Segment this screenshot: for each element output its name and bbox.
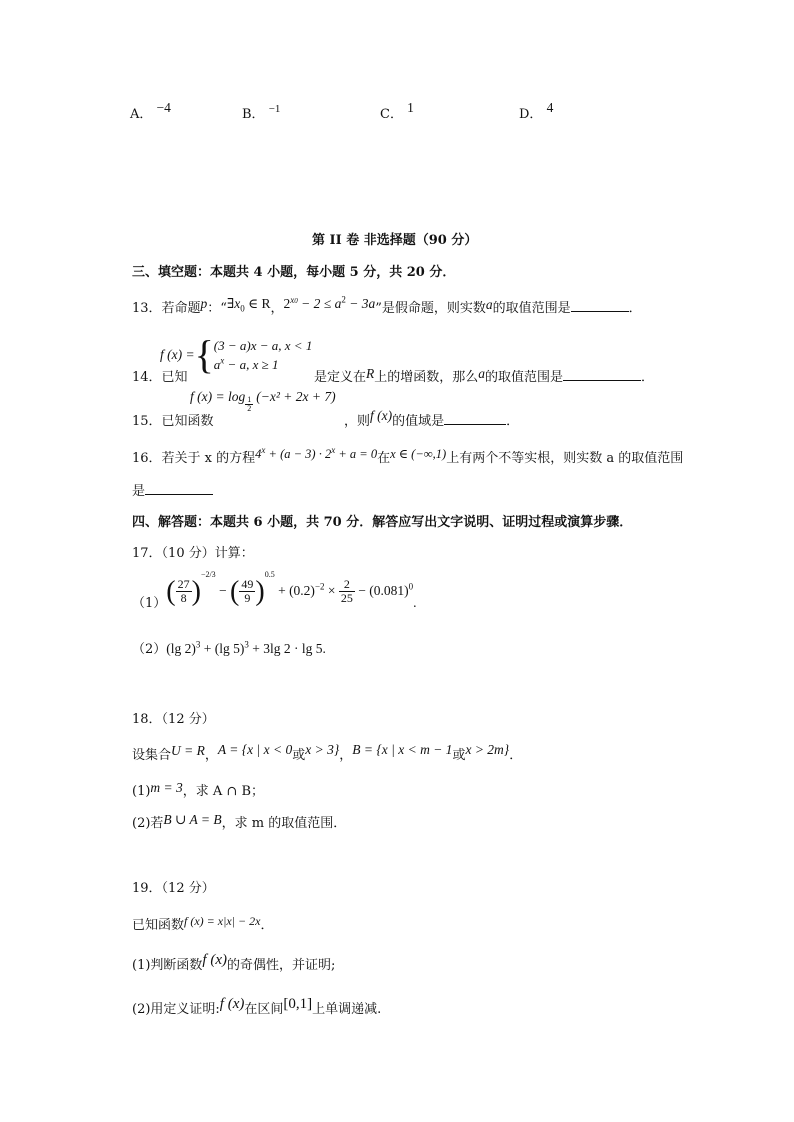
q17-frac1 <box>176 578 192 605</box>
option-a-value: −4 <box>156 100 171 115</box>
q18-head: 18．（12 分） <box>132 712 215 727</box>
q15-fx2: f (x) <box>370 408 393 423</box>
q15-base-n: 1 <box>247 395 252 404</box>
q18-A: A = {x | x < 0 <box>217 742 293 757</box>
q18-p1-label: (1) <box>132 784 151 799</box>
q17-f1n: 27 <box>177 577 190 592</box>
q15-function <box>190 389 336 413</box>
q14-R: R <box>366 366 375 381</box>
option-d-label: D． <box>519 107 543 122</box>
q13-answer-blank[interactable] <box>571 299 629 312</box>
q19-def <box>132 914 273 933</box>
q15-base <box>245 396 253 413</box>
q13-end: 的取值范围是 <box>492 301 571 316</box>
q19-p2-label: (2)用定义证明: <box>132 1002 220 1017</box>
q16-text2: 在 <box>377 451 391 466</box>
q19-p2-interval: [0,1] <box>283 996 313 1012</box>
section3-title: 三、填空题：本题共 4 小题，每小题 5 分，共 20 分． <box>132 265 456 280</box>
q15-base-d: 2 <box>247 404 252 413</box>
q14-answer-blank[interactable] <box>563 368 641 381</box>
q17-f2d: 9 <box>244 591 251 606</box>
q13-exists-x: ∃x <box>226 296 241 311</box>
option-c <box>380 100 414 122</box>
q19-fx: f (x) = x|x| − 2x <box>184 914 261 928</box>
q18-B: B = {x | x < m − 1 <box>352 742 453 757</box>
q14-brace: { <box>194 332 214 377</box>
q14-case2-b: − a, x ≥ 1 <box>224 357 279 372</box>
q13-inequality <box>284 296 376 311</box>
q15-text2: 的值域是 <box>392 414 445 429</box>
q14-text2: 上的增函数，那么 <box>374 370 479 385</box>
q18-sets <box>132 744 522 763</box>
q17-f3n: 2 <box>339 578 355 592</box>
q16-line2-text: 是 <box>132 484 146 499</box>
option-a-label: A． <box>130 107 153 122</box>
q13-pow-exp <box>290 295 298 305</box>
q18-comma1: ， <box>204 748 218 763</box>
q17-end2: . <box>322 641 326 656</box>
q18-B2: x > 2m} <box>465 742 510 757</box>
section4-title: 四、解答题：本题共 6 小题，共 70 分．解答应写出文字说明、证明过程或演算步骤． <box>132 515 633 530</box>
q14-text1: 是定义在 <box>314 370 367 385</box>
q14-case1: (3 − a)x − a, x < 1 <box>213 338 313 353</box>
q18-p1-text: ，求 A ∩ B； <box>182 784 265 799</box>
q19-p1-f: f (x) <box>202 952 227 968</box>
part2-title: 第 II 卷 非选择题（90 分） <box>312 233 478 248</box>
q13-rest2: − 3a <box>345 296 376 311</box>
q15-arg: (−x² + 2x + 7) <box>256 389 336 404</box>
q15-fx: f (x) = log <box>190 389 246 404</box>
q19-p2-text2: 上单调递减. <box>312 1002 382 1017</box>
q17-f2n: 49 <box>241 577 254 592</box>
q19-part2 <box>132 998 381 1018</box>
q16-equation <box>255 444 378 461</box>
q17-paren: ( <box>230 575 240 607</box>
q18-part1 <box>132 780 264 799</box>
q17-part2 <box>132 638 326 657</box>
q19-head: 19．（12 分） <box>132 881 215 896</box>
q17-frac3 <box>339 578 355 605</box>
q19-end: ． <box>260 918 274 933</box>
option-b <box>242 103 280 122</box>
q17-paren: ( <box>166 575 176 607</box>
q13-comma: ， <box>270 301 284 316</box>
q18-p2-label: (2)若 <box>132 816 164 831</box>
q14-case2-sup: x <box>220 355 225 366</box>
q13-in-r: ∈ R <box>244 296 271 311</box>
q18-part2 <box>132 812 346 831</box>
q14-fx: f (x) = <box>160 347 195 362</box>
option-a <box>130 100 171 122</box>
q17-minus: − <box>215 583 231 598</box>
q18-comma2: ， <box>339 748 353 763</box>
q16-line2 <box>132 480 213 499</box>
q14-case2 <box>214 355 313 374</box>
q14-case-rows <box>214 336 313 374</box>
q16-eq3: + a = 0 <box>335 447 378 461</box>
q13-pow-sub: 0 <box>294 296 298 305</box>
option-c-label: C． <box>380 107 403 122</box>
q17-e3: −2 <box>314 581 325 592</box>
question-14 <box>132 366 188 385</box>
q19-def-text: 已知函数 <box>132 918 185 933</box>
q14-text <box>314 366 654 385</box>
q13-number: 13．若命题 <box>132 301 201 316</box>
q17-expr2b: + (lg 5) <box>200 641 245 656</box>
q17-p1-label: （1） <box>132 596 167 611</box>
q17-paren: ) <box>255 575 265 607</box>
q14-number: 14．已知 <box>132 370 188 385</box>
q16-text3: 上有两个不等实根，则实数 a 的取值范围 <box>446 451 684 466</box>
q15-text <box>344 410 519 429</box>
q16-eq1: 4 <box>255 447 262 461</box>
q17-mid: + (0.2) <box>274 583 315 598</box>
option-b-label: B． <box>242 107 265 122</box>
q17-f1d: 8 <box>180 591 187 606</box>
q19-p1-text: 的奇偶性，并证明; <box>227 958 336 973</box>
q17-expr2c: + 3lg 2 · lg 5 <box>248 641 323 656</box>
q13-pow-base: 2 <box>283 296 291 311</box>
q17-end1: . <box>413 595 417 610</box>
q19-p1-label: (1)判断函数 <box>132 958 203 973</box>
q13-period: ． <box>628 301 642 316</box>
question-13 <box>132 294 642 316</box>
q19-p2-text: 在区间 <box>244 1002 284 1017</box>
q17-e6: 3 <box>244 639 249 650</box>
q13-p: p <box>200 296 208 311</box>
q13-exists <box>226 296 271 314</box>
q17-minus2: − (0.081) <box>354 583 409 598</box>
q15-number: 15．已知函数 <box>132 414 214 429</box>
q18-p1-m: m = 3 <box>150 780 183 795</box>
q17-head: 17．（10 分）计算： <box>132 546 254 561</box>
q13-colon: ：“ <box>207 301 227 316</box>
option-c-value: 1 <box>407 100 414 115</box>
q16-answer-blank[interactable] <box>145 482 213 495</box>
q14-cases <box>194 332 313 377</box>
q16-eq2: + (a − 3) · 2 <box>265 447 332 461</box>
q14-text3: 的取值范围是 <box>485 370 564 385</box>
q14-period: ． <box>641 370 655 385</box>
option-d-value: 4 <box>546 100 554 115</box>
q19-p2-f: f (x) <box>219 996 245 1012</box>
q13-rest: − 2 ≤ a <box>297 296 342 311</box>
q17-times: × <box>324 583 339 598</box>
q17-e2: 0.5 <box>264 570 275 579</box>
q18-p2-m: B ∪ A = B <box>163 812 222 827</box>
q18-or2: 或 <box>452 748 466 763</box>
q13-pow-x: x <box>290 294 295 305</box>
q13-sq: 2 <box>341 294 346 305</box>
q15-text1: ，则 <box>344 414 371 429</box>
option-d <box>519 100 554 122</box>
q15-answer-blank[interactable] <box>444 412 506 425</box>
q17-expr2a: (lg 2) <box>166 641 196 656</box>
q18-p2-text: ，求 m 的取值范围． <box>221 816 347 831</box>
q13-sub0: 0 <box>240 303 245 314</box>
q17-e1: −2/3 <box>200 570 216 579</box>
q19-part1 <box>132 954 335 974</box>
option-b-value: −1 <box>268 103 281 115</box>
q18-A2: x > 3} <box>305 742 340 757</box>
q16-domain: x ∈ (−∞,1) <box>390 447 447 461</box>
q18-or1: 或 <box>292 748 306 763</box>
q14-a: a <box>478 366 486 381</box>
q14-case2-a: a <box>213 357 221 372</box>
q17-e4: 0 <box>408 581 414 592</box>
q17-f3d: 25 <box>340 591 353 606</box>
q17-part1 <box>132 570 417 611</box>
q17-p2-label: （2） <box>132 642 167 657</box>
q18-set-text: 设集合 <box>132 748 172 763</box>
q18-U: U = R <box>171 743 205 758</box>
q16-eq2-sup: x <box>331 444 336 455</box>
q16-eq1-sup: x <box>261 444 266 455</box>
q17-paren: ) <box>191 575 201 607</box>
q17-frac2 <box>239 578 255 605</box>
q16-text1: 16．若关于 x 的方程 <box>132 451 256 466</box>
question-16 <box>132 444 684 466</box>
q18-end: ． <box>509 748 523 763</box>
q15-period: ． <box>506 414 520 429</box>
q13-text: ”是假命题，则实数 <box>375 301 486 316</box>
q17-e5: 3 <box>195 639 201 650</box>
q13-a: a <box>485 297 493 312</box>
